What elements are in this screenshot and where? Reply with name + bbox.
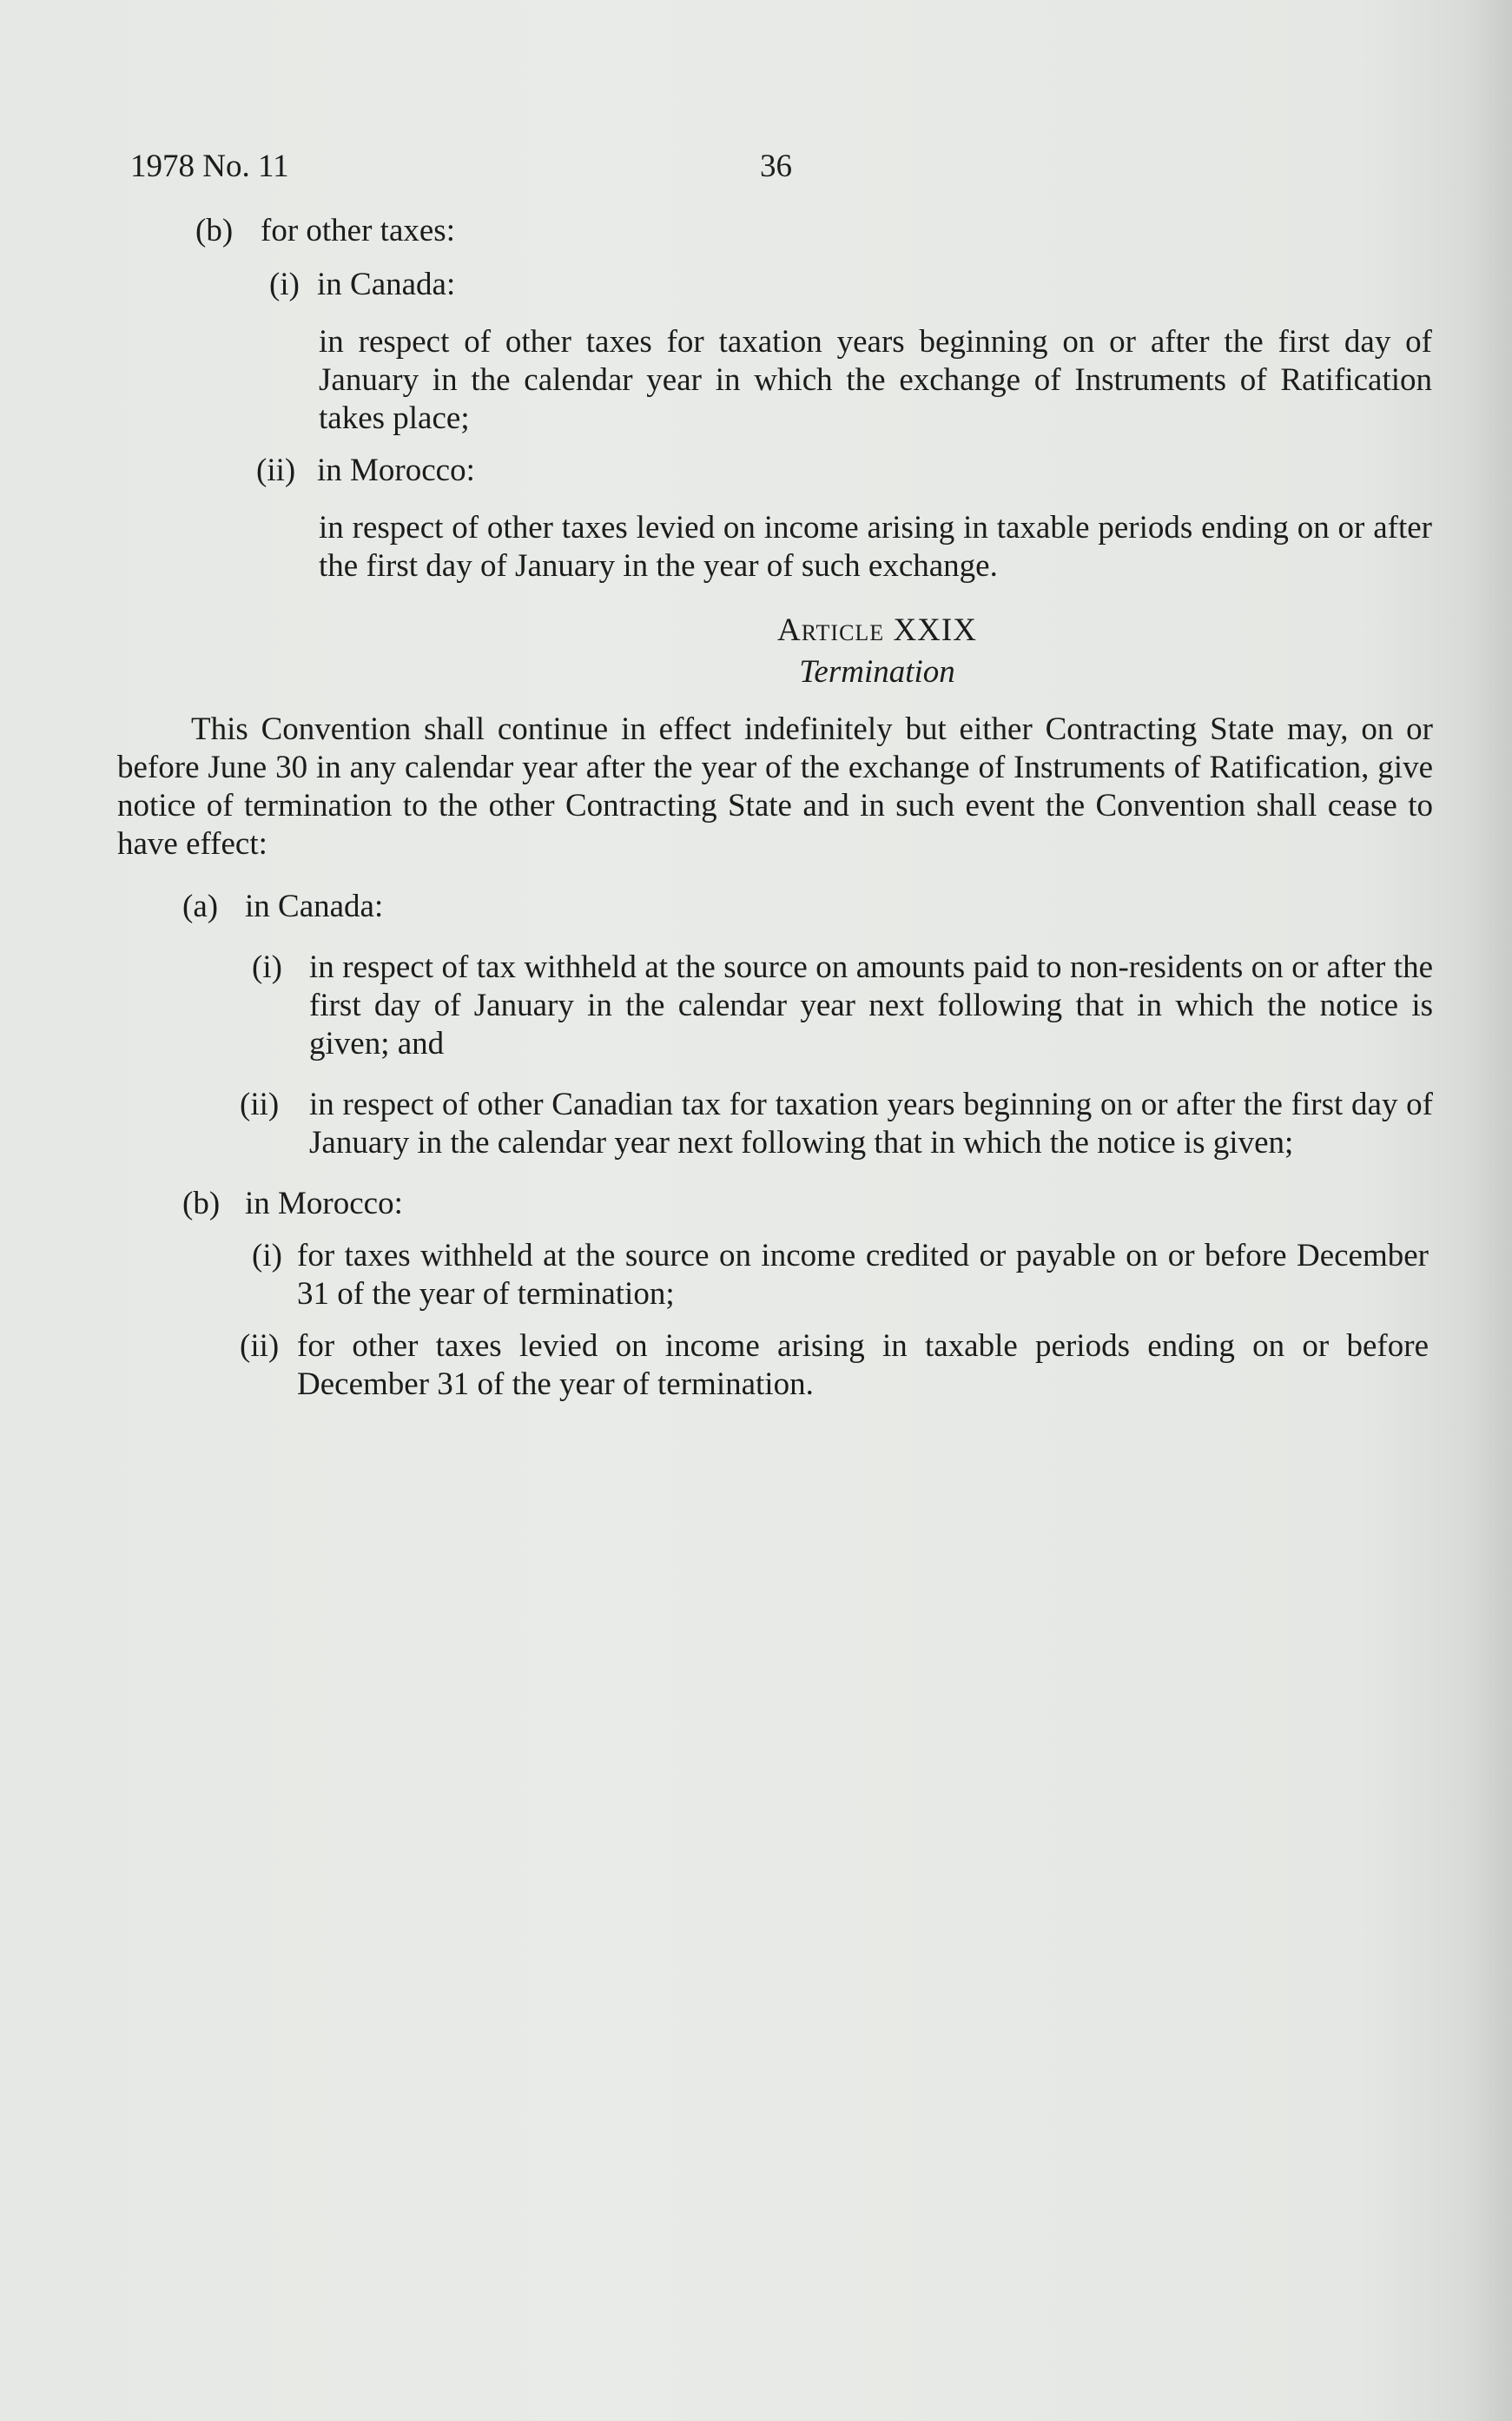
item-text: in respect of other Canadian tax for taxation years beginning on or after the first day of January in the calendar year next following that in which the notice is given;	[309, 1087, 1433, 1161]
article-body: This Convention shall continue in effect indefinitely but either Contracting State may, on or before June 30 in any calendar year after the year of the exchange of Instruments of Ratification, give notice of termination to the other Contracting State and in such event the Convention shall cease to have effect:	[117, 711, 1433, 862]
clause-label: (b)	[195, 213, 234, 248]
subclause-heading: in Morocco:	[317, 453, 475, 488]
clause-a-canada	[182, 888, 1437, 926]
article-heading: Article XXIX	[777, 612, 977, 648]
subclause-morocco-text: in respect of other taxes levied on income arising in taxable periods ending on or after the first day of January in the year of such exchange.	[319, 510, 1432, 584]
item-label: (ii)	[240, 1328, 280, 1364]
subclause-canada-heading	[269, 266, 1437, 304]
page-number: 36	[760, 149, 792, 184]
page-content	[117, 139, 1437, 1404]
clause-b-other-taxes	[195, 212, 1437, 250]
article-subtitle: Termination	[799, 654, 955, 690]
subclause-label: (i)	[269, 267, 300, 302]
clause-heading: in Canada:	[245, 889, 384, 924]
running-head-title: 1978 No. 11	[130, 149, 289, 184]
clause-label: (b)	[182, 1186, 221, 1221]
subclause-canada-text: in respect of other taxes for taxation years beginning on or after the first day of January in the calendar year in which the exchange of Instruments of Ratification takes place;	[319, 324, 1432, 436]
item-label: (i)	[252, 1238, 282, 1273]
running-head	[117, 139, 1437, 191]
canada-item-i	[252, 949, 1433, 1063]
canada-item-ii	[240, 1086, 1433, 1162]
item-label: (i)	[252, 949, 282, 985]
clause-label: (a)	[182, 889, 219, 924]
clause-b-morocco	[182, 1185, 1437, 1223]
subclause-morocco-heading	[256, 452, 1437, 490]
item-label: (ii)	[240, 1087, 280, 1122]
clause-heading: in Morocco:	[245, 1186, 403, 1221]
subclause-heading: in Canada:	[317, 267, 456, 302]
item-text: for taxes withheld at the source on income credited or payable on or before December 31 of the year of termination;	[297, 1238, 1429, 1312]
item-text: for other taxes levied on income arising in taxable periods ending on or before December 31 of the year of termination.	[297, 1328, 1429, 1402]
morocco-item-ii	[240, 1327, 1429, 1404]
morocco-item-i	[252, 1237, 1429, 1313]
clause-text: for other taxes:	[261, 213, 455, 248]
item-text: in respect of tax withheld at the source on amounts paid to non-residents on or after the first day of January in the calendar year next following that in which the notice is given; and	[309, 949, 1433, 1062]
subclause-label: (ii)	[256, 453, 296, 488]
